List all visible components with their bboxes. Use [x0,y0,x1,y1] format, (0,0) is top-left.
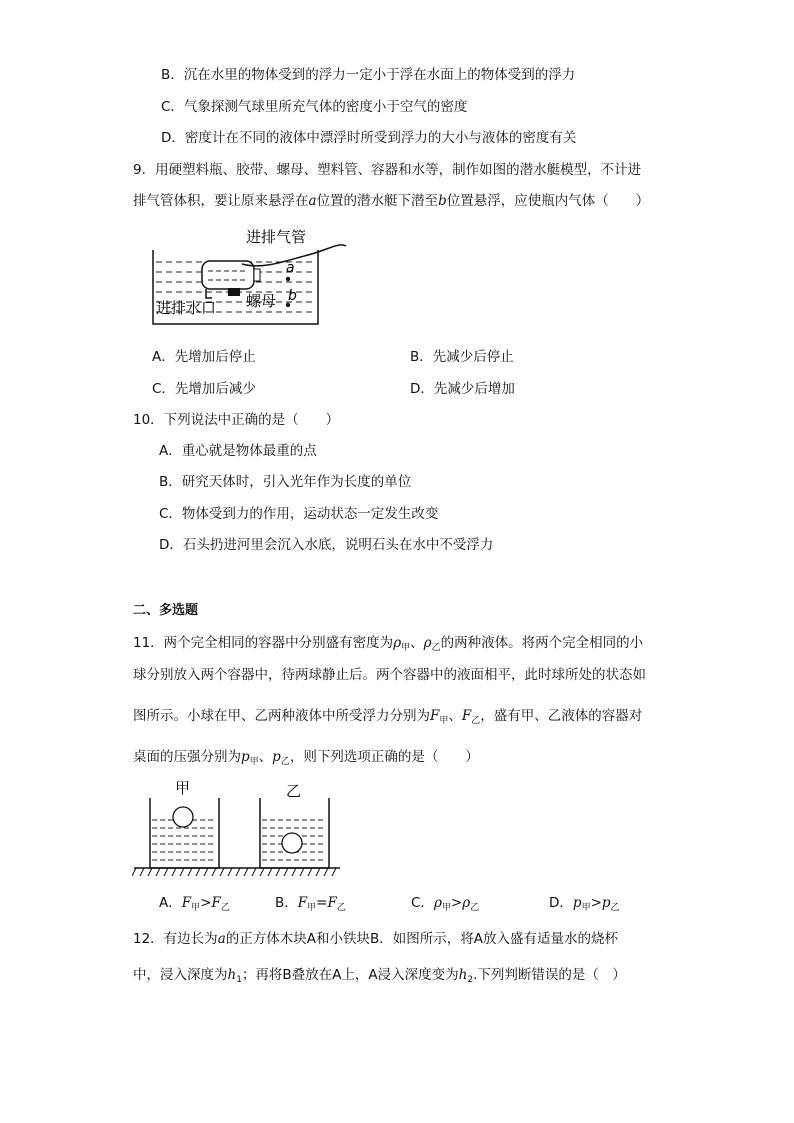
submarine-figure [148,222,354,330]
q8-option-b: B．沉在水里的物体受到的浮力一定小于浮在水面上的物体受到的浮力 [161,67,576,83]
q10-option-a: A．重心就是物体最重的点 [159,443,317,459]
q12-stem-line1: 12．有边长为a的正方体木块A和小铁块B．如图所示，将A放入盛有适量水的烧杯 [133,931,618,947]
q12-stem-line2: 中，浸入深度为$h_1$；再将B叠放在A上，A浸入深度变为$h_2$.下列判断错误的是（ ） [133,967,626,985]
q11-option-b: B．$F_甲=F_乙$ [275,895,346,913]
q9-option-d: D．先减少后增加 [410,381,515,397]
q10-option-b: B．研究天体时，引入光年作为长度的单位 [159,474,412,490]
q8-option-c: C．气象探测气球里所充气体的密度小于空气的密度 [161,99,468,115]
q8-option-d: D．密度计在不同的液体中漂浮时所受到浮力的大小与液体的密度有关 [161,130,577,146]
q11-stem-line2: 球分别放入两个容器中，待两球静止后。两个容器中的液面相平，此时球所处的状态如 [133,667,646,683]
q10-option-d: D．石头扔进河里会沉入水底，说明石头在水中不受浮力 [159,537,494,553]
var-a: a [308,193,317,209]
label-jia: 甲 [175,779,191,797]
q9-stem-line2: 排气管体积，要让原来悬浮在a位置的潜水艇下潜至b位置悬浮，应使瓶内气体（ ） [133,193,650,209]
q11-stem-line3: 图所示。小球在甲、乙两种液体中所受浮力分别为$F_甲$、$F_乙$，盛有甲、乙液体的容器对 [133,708,643,726]
q11-option-a: A．$F_甲>F_乙$ [159,895,230,913]
label-a: a [286,260,295,276]
var-b: b [438,193,447,209]
q11-option-d: D．$p_甲>p_乙$ [549,895,620,913]
q11-stem-line1: 11．两个完全相同的容器中分别盛有密度为$\rho_甲$、$\rho_乙$的两种液体。将两个完全相同的小 [133,635,644,653]
containers-figure [132,776,344,882]
section-title-multi-choice: 二、多选题 [133,603,199,618]
q10-option-c: C．物体受到力的作用，运动状态一定发生改变 [159,506,439,522]
q11-option-c: C．$\rho_甲>\rho_乙$ [411,895,480,913]
label-b: b [288,288,297,304]
label-yi: 乙 [286,782,302,800]
q11-stem-line4: 桌面的压强分别为$p_甲$、$p_乙$，则下列选项正确的是（ ） [133,749,479,767]
q9-option-b: B．先减少后停止 [410,349,514,365]
q9-option-c: C．先增加后减少 [152,381,256,397]
q9-option-a: A．先增加后停止 [152,349,256,365]
q10-stem: 10．下列说法中正确的是（ ） [133,412,340,428]
q9-stem-line1: 9．用硬塑料瓶、胶带、螺母、塑料管、容器和水等，制作如图的潜水艇模型，不计进 [133,162,642,178]
label-pipe: 进排气管 [246,228,307,246]
label-inlet: 进排水口 [156,299,217,317]
label-nut: 螺母 [246,292,277,310]
